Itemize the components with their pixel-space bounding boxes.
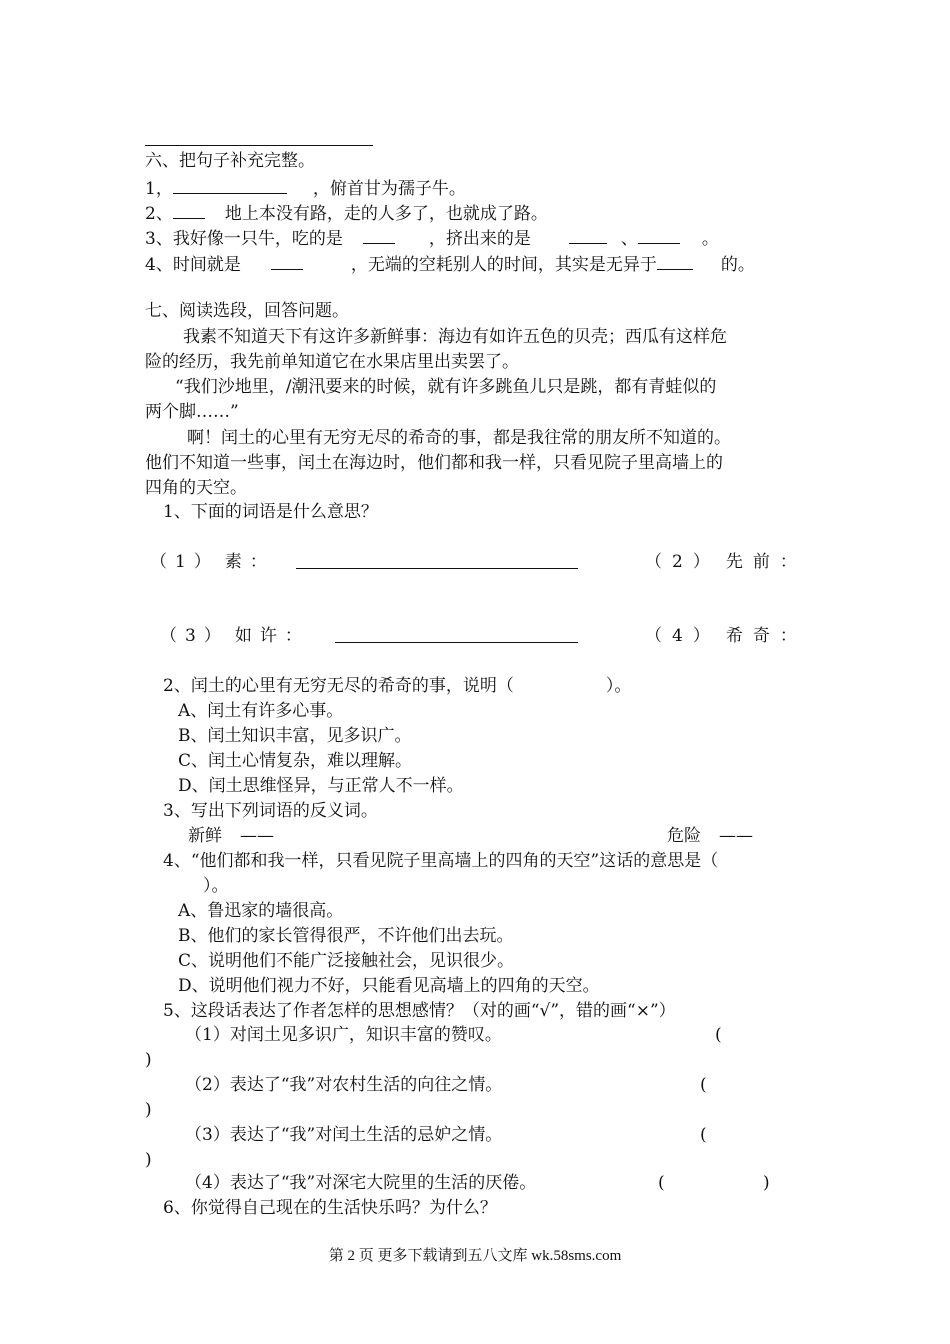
passage-para2-line1: “我们沙地里，/潮汛要来的时候，就有许多跳鱼儿只是跳，都有青蛙似的 — [175, 377, 717, 397]
q3-text-3: 、 — [620, 229, 638, 249]
q3-text-4: 。 — [701, 229, 719, 249]
word-4-number: （4） — [645, 626, 720, 646]
q7-5-title: 5、这段话表达了作者怎样的思想感情？（对的画“√”，错的画“×”） — [163, 1001, 676, 1021]
q7-3-title: 3、写出下列词语的反义词。 — [163, 801, 378, 821]
q7-4-option-a[interactable]: A、鲁迅家的墙很高。 — [178, 901, 344, 921]
q7-2-option-d[interactable]: D、闰土思维怪异，与正常人不一样。 — [178, 776, 464, 796]
q7-5-item-4: （4）表达了“我”对深宅大院里的生活的厌倦。 — [185, 1173, 537, 1193]
q2-number: 2、 — [145, 204, 173, 224]
q7-4-line2: ）。 — [203, 876, 229, 896]
q1-number: 1， — [145, 179, 173, 199]
section-6-q4 — [145, 251, 755, 277]
q7-2-text: 2、闰土的心里有无穷无尽的希奇的事，说明（ — [163, 676, 514, 696]
section-6-q3 — [145, 225, 719, 251]
q4-text-1: 4、时间就是 — [145, 255, 241, 275]
q3-text-1: 3、我好像一只牛，吃的是 — [145, 229, 343, 249]
q7-5-item-2: （2）表达了“我”对农村生活的向往之情。 — [185, 1075, 503, 1095]
section-6-title: 六、把句子补充完整。 — [145, 151, 315, 171]
q7-4-option-d[interactable]: D、说明他们视力不好，只能看见高墙上的四角的天空。 — [178, 976, 600, 996]
word-1-label — [150, 550, 275, 574]
q2-blank[interactable] — [173, 200, 205, 219]
word-4-term: 希奇： — [725, 626, 807, 646]
word-2-label — [645, 550, 807, 574]
antonym-2-dash: —— — [719, 826, 753, 846]
page-footer: 第 2 页 更多下载请到五八文库 wk.58sms.com — [328, 1248, 622, 1264]
section-6-q1 — [145, 175, 466, 201]
passage-para3-line3: 四角的天空。 — [145, 478, 247, 498]
q7-5-item-2-close: ) — [145, 1100, 152, 1120]
q1-text: ，俯首甘为孺子牛。 — [312, 179, 466, 199]
q2-text: 地上本没有路，走的人多了，也就成了路。 — [224, 204, 548, 224]
q7-4-line1: 4、“他们都和我一样，只看见院子里高墙上的四角的天空”这话的意思是（ — [163, 851, 719, 871]
word-4-label — [645, 624, 807, 648]
q7-5-item-4-close: ) — [763, 1173, 770, 1193]
top-answer-line — [145, 145, 373, 146]
q7-2-close: ）。 — [605, 676, 632, 696]
antonym-2-word: 危险 — [667, 826, 701, 846]
q7-5-item-4-open[interactable]: ( — [658, 1173, 665, 1193]
word-3-answer-line[interactable] — [335, 642, 578, 643]
antonym-2 — [667, 824, 753, 848]
word-3-number: （3） — [160, 626, 229, 646]
word-3-label — [160, 624, 310, 648]
word-2-term: 先前： — [725, 552, 807, 572]
word-3-term: 如许： — [234, 626, 310, 646]
q4-blank-2[interactable] — [657, 251, 693, 270]
q7-2-option-c[interactable]: C、闰土心情复杂，难以理解。 — [178, 751, 413, 771]
q4-blank-1[interactable] — [271, 251, 303, 270]
q7-5-item-1-open[interactable]: ( — [715, 1025, 722, 1045]
q3-blank-2[interactable] — [569, 225, 607, 244]
word-1-answer-line[interactable] — [296, 568, 578, 569]
q7-2-option-b[interactable]: B、闰土知识丰富，见多识广。 — [178, 726, 412, 746]
section-7-title: 七、阅读选段，回答问题。 — [145, 301, 349, 321]
passage-para3-line2: 他们不知道一些事，闰土在海边时，他们都和我一样，只看见院子里高墙上的 — [145, 453, 723, 473]
q7-4-option-c[interactable]: C、说明他们不能广泛接触社会，见识很少。 — [178, 951, 515, 971]
q3-blank-1[interactable] — [363, 225, 395, 244]
q4-text-2: ，无端的空耗别人的时间，其实是无异于 — [350, 255, 657, 275]
q3-text-2: ，挤出来的是 — [428, 229, 531, 249]
antonym-1-dash: —— — [240, 826, 274, 846]
passage-para2-line2: 两个脚……” — [145, 402, 239, 422]
q7-6-title: 6、你觉得自己现在的生活快乐吗？为什么？ — [163, 1198, 497, 1218]
word-1-term: 素： — [224, 552, 275, 572]
q7-5-item-1: （1）对闰土见多识广，知识丰富的赞叹。 — [185, 1025, 502, 1045]
q3-blank-3[interactable] — [638, 225, 680, 244]
section-6-q2 — [145, 200, 548, 226]
passage-para1-line2: 险的经历，我先前单知道它在水果店里出卖罢了。 — [145, 352, 519, 372]
antonym-1-word: 新鲜 — [188, 826, 222, 846]
q7-1-title: 1、下面的词语是什么意思？ — [163, 502, 378, 522]
passage-para3-line1: 啊！闰土的心里有无穷无尽的希奇的事，都是我往常的朋友所不知道的。 — [187, 428, 731, 448]
q1-blank[interactable] — [173, 175, 287, 194]
q7-5-item-2-open[interactable]: ( — [700, 1075, 707, 1095]
q7-5-item-3: （3）表达了“我”对闰土生活的忌妒之情。 — [185, 1125, 503, 1145]
q7-5-item-3-close: ) — [145, 1150, 152, 1170]
q7-4-option-b[interactable]: B、他们的家长管得很严，不许他们出去玩。 — [178, 926, 514, 946]
q7-5-item-3-open[interactable]: ( — [700, 1125, 707, 1145]
word-2-number: （2） — [645, 552, 720, 572]
passage-para1-line1: 我素不知道天下有这许多新鲜事：海边有如许五色的贝壳；西瓜有这样危 — [183, 327, 727, 347]
q7-5-item-1-close: ) — [145, 1050, 152, 1070]
word-1-number: （1） — [150, 552, 219, 572]
antonym-1 — [188, 824, 274, 848]
q4-text-3: 的。 — [720, 255, 755, 275]
q7-2-title — [163, 674, 631, 698]
q7-2-option-a[interactable]: A、闰土有许多心事。 — [178, 701, 344, 721]
